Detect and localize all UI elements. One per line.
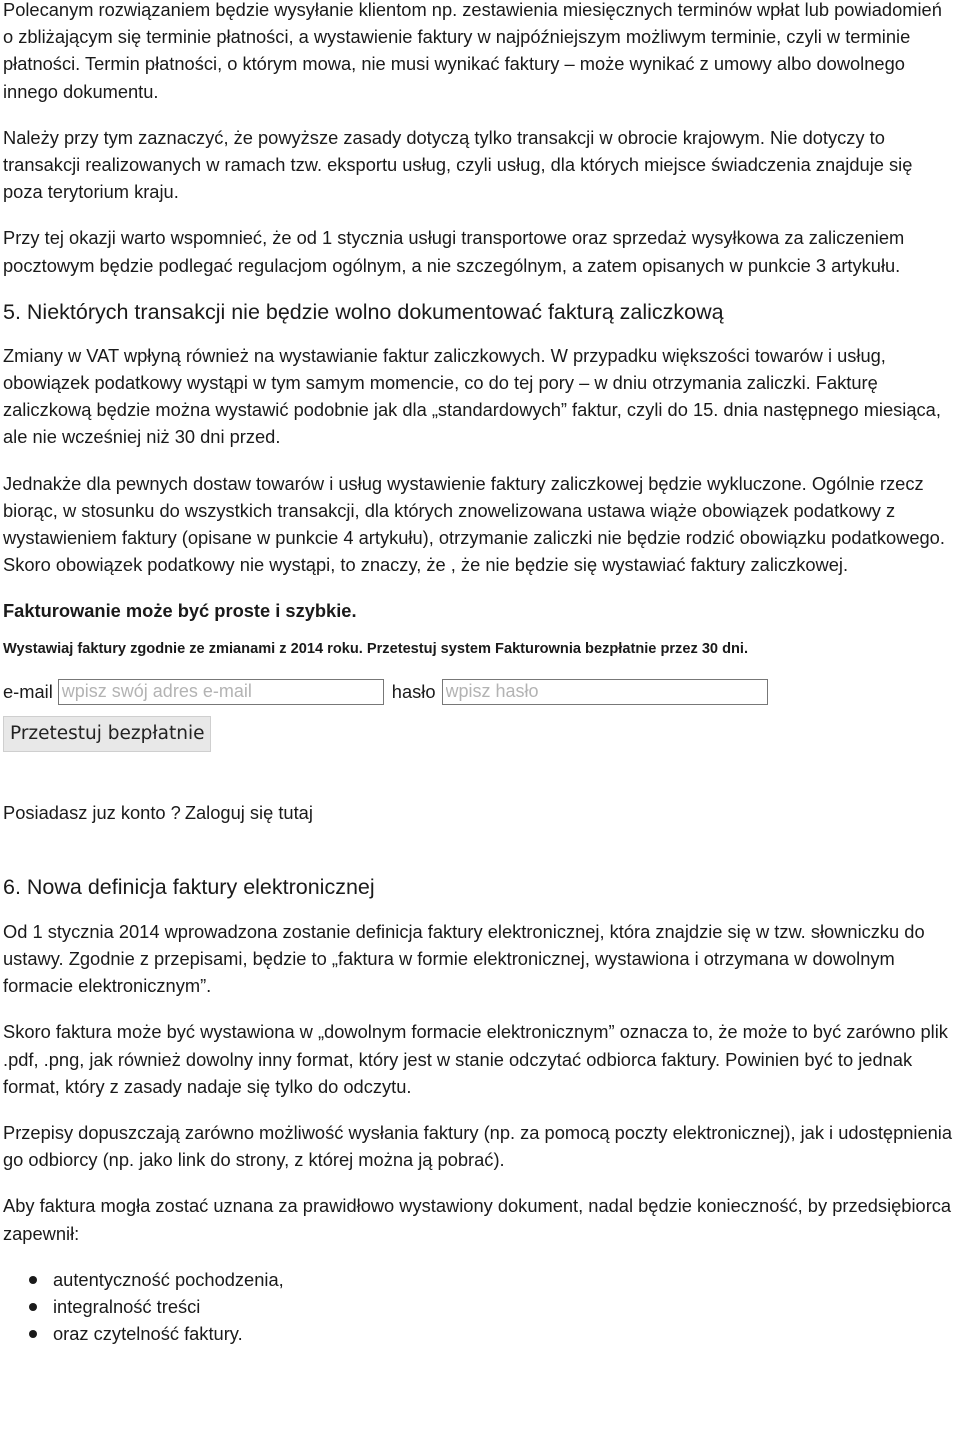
paragraph: Zmiany w VAT wpłyną również na wystawianie faktur zaliczkowych. W przypadku większości towarów i usług, obowiązek podatkowy wystąpi w tym samym momencie, co do tej pory – w dniu otrzymania zaliczki. Fakturę zaliczkową będzie można wystawić podobnie jak dla „standardowych” faktur, czyli do 15. dnia następnego miesiąca, ale nie wcześniej niż 30 dni przed. (3, 344, 941, 448)
signup-form (3, 676, 955, 708)
password-field[interactable] (442, 679, 768, 705)
login-link[interactable]: Zaloguj się tutaj (184, 801, 313, 823)
paragraph: Przy tej okazji warto wspomnieć, że od 1 stycznia usługi transportowe oraz sprzedaż wysyłkowa za zaliczeniem pocztowym będzie podlegać regulacjom ogólnym, a nie szczególnym, a zatem opisanych w punkcie 3 artykułu. (3, 227, 905, 276)
section-5-heading: 5. Niektórych transakcji nie będzie wolno dokumentować fakturą zaliczkową (3, 299, 724, 324)
list-item: autentyczność pochodzenia, (53, 1266, 955, 1293)
bullet-icon (29, 1276, 37, 1284)
email-field[interactable] (58, 679, 384, 705)
email-label: e-mail (3, 681, 53, 703)
section-6-heading: 6. Nowa definicja faktury elektronicznej (3, 874, 375, 899)
paragraph: Od 1 stycznia 2014 wprowadzona zostanie definicja faktury elektronicznej, która znajdzie się w tzw. słowniczku do ustawy. Zgodnie z przepisami, będzie to „faktura w formie elektronicznej, wystawiona i otrzymana w dowolnym formacie elektronicznym”. (3, 920, 925, 997)
paragraph: Przepisy dopuszczają zarówno możliwość wysłania faktury (np. za pomocą poczty elektronicznej), jak i udostępnienia go odbiorcy (np. jako link do strony, z której można ją pobrać). (3, 1122, 953, 1171)
paragraph: Aby faktura mogła zostać uznana za prawidłowo wystawiony dokument, nadal będzie konieczność, by przedsiębiorca zapewnił: (3, 1195, 952, 1244)
list-item: oraz czytelność faktury. (53, 1320, 955, 1347)
cta-title: Fakturowanie może być proste i szybkie. (3, 600, 357, 622)
signup-box (3, 597, 955, 825)
article-body (3, 0, 955, 1348)
cta-subtitle: Wystawiaj faktury zgodnie ze zmianami z 2014 roku. Przetestuj system Fakturownia bezpłatnie przez 30 dni. (3, 640, 749, 657)
try-free-button[interactable]: Przetestuj bezpłatnie (3, 716, 211, 752)
paragraph: Należy przy tym zaznaczyć, że powyższe zasady dotyczą tylko transakcji w obrocie krajowym. Nie dotyczy to transakcji realizowanych w ramach tzw. eksportu usług, czyli usług, dla których miejsce świadczenia znajduje się poza terytorium kraju. (3, 126, 913, 203)
paragraph: Skoro faktura może być wystawiona w „dowolnym formacie elektronicznym” oznacza to, że może to być zarówno plik .pdf, .png, jak również dowolny inny format, który jest w stanie odczytać odbiorca faktury. Powinien być to jednak format, który z zasady nadaje się tylko do odczytu. (3, 1021, 948, 1097)
account-prompt (3, 799, 955, 826)
requirements-list (3, 1266, 955, 1348)
list-item: integralność treści (53, 1293, 955, 1320)
account-question: Posiadasz juz konto ? (3, 801, 181, 823)
paragraph: Polecanym rozwiązaniem będzie wysyłanie klientom np. zestawienia miesięcznych terminów wpłat lub powiadomień o zbliżającym się terminie płatności, a wystawienie faktury w najpóźniejszym możliwym terminie, czyli w terminie płatności. Termin płatności, o którym mowa, nie musi wynikać faktury – może wynikać z umowy albo dowolnego innego dokumentu. (3, 0, 942, 102)
bullet-icon (29, 1330, 37, 1338)
password-label: hasło (391, 681, 436, 703)
paragraph: Jednakże dla pewnych dostaw towarów i usług wystawienie faktury zaliczkowej będzie wykluczone. Ogólnie rzecz biorąc, w stosunku do wszystkich transakcji, dla których znowelizowana ustawa wiąże obowiązek podatkowy z wystawieniem faktury (opisane w punkcie 4 artykułu), otrzymanie zaliczki nie będzie rodzić obowiązku podatkowego. Skoro obowiązek podatkowy nie wystąpi, to znaczy, że , że nie będzie się wystawiać faktury zaliczkowej. (3, 472, 945, 576)
bullet-icon (29, 1303, 37, 1311)
